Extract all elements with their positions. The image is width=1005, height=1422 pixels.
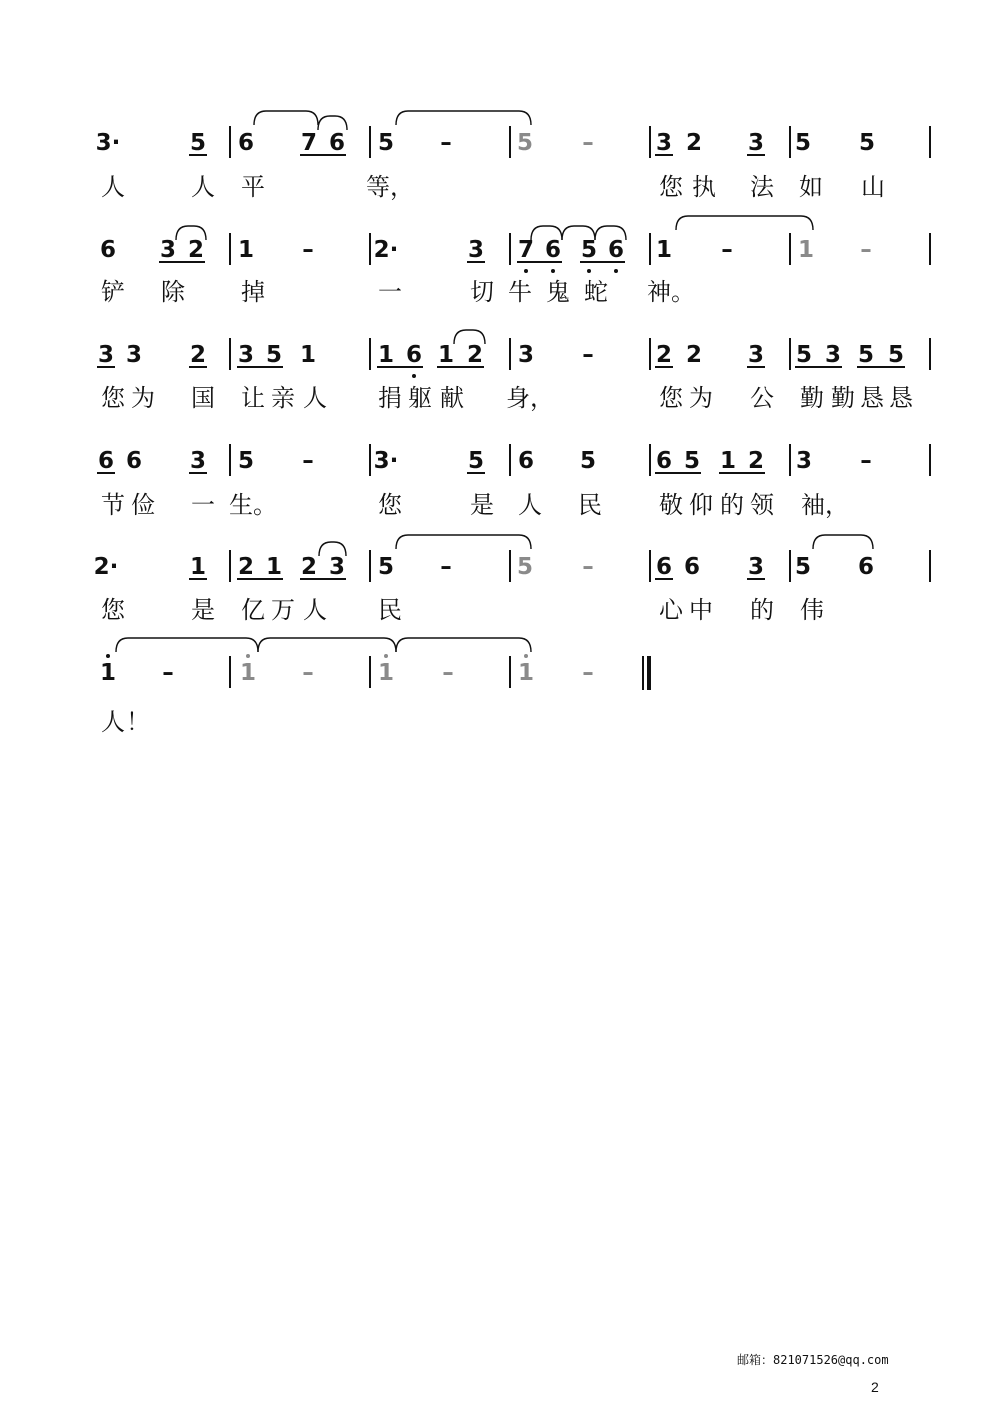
lyric-syllable: 为 — [131, 384, 155, 412]
lyric-syllable: 人 — [518, 491, 542, 519]
note: 1 — [99, 660, 117, 686]
note: – — [442, 660, 454, 686]
slur-tie — [396, 535, 531, 549]
lyric-syllable: 袖， — [801, 491, 849, 519]
note: 3 — [747, 554, 765, 580]
note: 5 — [377, 554, 395, 580]
lyric-syllable: 一 — [378, 278, 402, 306]
note: 1 — [377, 660, 395, 686]
lyric-syllable: 万 — [271, 596, 295, 624]
slur-tie — [258, 638, 396, 652]
note: 6 — [544, 237, 562, 263]
note: – — [721, 237, 733, 263]
lyric-syllable: 民 — [578, 491, 602, 519]
note: 1 — [265, 554, 283, 580]
note: 5 — [516, 130, 534, 156]
note: 5 — [683, 448, 701, 474]
note: 7 — [300, 130, 318, 156]
note: 6 — [655, 448, 673, 474]
note: 7 — [517, 237, 535, 263]
note: 5 — [795, 342, 813, 368]
lyric-syllable: 如 — [799, 173, 823, 201]
lyric-syllable: 敬 — [659, 491, 683, 519]
lyric-syllable: 您 — [101, 596, 125, 624]
note: 2 — [300, 554, 318, 580]
note: – — [582, 554, 594, 580]
note: 5 — [265, 342, 283, 368]
lyric-syllable: 人 — [191, 173, 215, 201]
note: 6 — [607, 237, 625, 263]
note: 6 — [517, 448, 535, 474]
note: 6 — [683, 554, 701, 580]
lyric-syllable: 恳 — [889, 384, 913, 412]
slur-tie — [676, 216, 813, 230]
note: 2 — [187, 237, 205, 263]
note: 6 — [857, 554, 875, 580]
note: 1 — [437, 342, 455, 368]
note: 3 — [824, 342, 842, 368]
note: 6 — [97, 448, 115, 474]
lyric-syllable: 人 — [101, 173, 125, 201]
note: 1 — [719, 448, 737, 474]
lyric-syllable: 除 — [161, 278, 185, 306]
note: 5 — [580, 237, 598, 263]
lyric-syllable: 为 — [689, 384, 713, 412]
note: 3 — [328, 554, 346, 580]
slur-tie — [396, 111, 531, 125]
lyric-syllable: 切 — [470, 278, 494, 306]
note: 6 — [328, 130, 346, 156]
note: – — [302, 660, 314, 686]
lyric-syllable: 的 — [720, 491, 744, 519]
lyric-syllable: 民 — [378, 596, 402, 624]
note: 2· — [373, 237, 399, 263]
note: 2 — [685, 130, 703, 156]
note: 5 — [887, 342, 905, 368]
upper-octave-dot — [384, 654, 388, 658]
note: 3 — [747, 342, 765, 368]
note: 2 — [655, 342, 673, 368]
lyric-syllable: 献 — [440, 384, 464, 412]
note: 5 — [516, 554, 534, 580]
lyric-syllable: 让 — [241, 384, 265, 412]
lyric-syllable: 仰 — [689, 491, 713, 519]
note: 2 — [189, 342, 207, 368]
note: – — [582, 660, 594, 686]
note: 6 — [405, 342, 423, 368]
lyric-syllable: 鬼 — [546, 278, 570, 306]
note: 3 — [517, 342, 535, 368]
note: – — [440, 130, 452, 156]
lyric-syllable: 勤 — [800, 384, 824, 412]
lyric-syllable: 平 — [241, 173, 265, 201]
note: 1 — [517, 660, 535, 686]
note: – — [162, 660, 174, 686]
lyric-syllable: 等， — [366, 173, 414, 201]
note: 6 — [125, 448, 143, 474]
note: 6 — [99, 237, 117, 263]
lyric-syllable: 领 — [750, 491, 774, 519]
lower-octave-dot — [551, 269, 555, 273]
lyric-syllable: 伟 — [800, 596, 824, 624]
slur-tie — [254, 111, 318, 125]
lyric-syllable: 您 — [101, 384, 125, 412]
lyric-syllable: 中 — [689, 596, 713, 624]
lyric-syllable: 法 — [750, 173, 774, 201]
lyric-syllable: ！ — [126, 708, 150, 736]
note: 2 — [685, 342, 703, 368]
note: 5 — [857, 342, 875, 368]
upper-octave-dot — [524, 654, 528, 658]
note: 5 — [377, 130, 395, 156]
lyric-syllable: 亲 — [271, 384, 295, 412]
note: 3 — [125, 342, 143, 368]
note: 5 — [189, 130, 207, 156]
lyric-syllable: 您 — [378, 491, 402, 519]
lyric-syllable: 掉 — [241, 278, 265, 306]
lower-octave-dot — [412, 374, 416, 378]
note: 5 — [794, 554, 812, 580]
note: 1 — [237, 237, 255, 263]
lyric-syllable: 勤 — [831, 384, 855, 412]
note: 6 — [237, 130, 255, 156]
slur-tie — [813, 535, 873, 549]
lyric-syllable: 山 — [861, 173, 885, 201]
note: 5 — [579, 448, 597, 474]
lyric-syllable: 人 — [303, 596, 327, 624]
page-number: 2 — [871, 1379, 879, 1395]
lyric-syllable: 公 — [750, 384, 774, 412]
note: 2 — [237, 554, 255, 580]
note: – — [582, 342, 594, 368]
lyric-syllable: 您 — [659, 384, 683, 412]
slur-tie — [396, 638, 531, 652]
note: 1 — [299, 342, 317, 368]
lyric-syllable: 神。 — [647, 278, 695, 306]
note: 6 — [655, 554, 673, 580]
upper-octave-dot — [246, 654, 250, 658]
lyric-syllable: 俭 — [131, 491, 155, 519]
lyric-syllable: 铲 — [101, 278, 125, 306]
upper-octave-dot — [106, 654, 110, 658]
note: 3 — [655, 130, 673, 156]
lower-octave-dot — [524, 269, 528, 273]
note: 5 — [794, 130, 812, 156]
lyric-syllable: 牛 — [508, 278, 532, 306]
lyric-syllable: 一 — [191, 491, 215, 519]
note: 2 — [466, 342, 484, 368]
lyric-syllable: 亿 — [241, 596, 265, 624]
note: 3· — [373, 448, 399, 474]
lyric-syllable: 节 — [101, 491, 125, 519]
note: – — [302, 448, 314, 474]
note: 3· — [95, 130, 121, 156]
note: 3 — [159, 237, 177, 263]
note: 3 — [467, 237, 485, 263]
note: 2 — [747, 448, 765, 474]
lyric-syllable: 恳 — [860, 384, 884, 412]
lyric-syllable: 人 — [101, 708, 125, 736]
note: 5 — [858, 130, 876, 156]
lower-octave-dot — [587, 269, 591, 273]
lower-octave-dot — [614, 269, 618, 273]
note: – — [440, 554, 452, 580]
slur-tie — [318, 116, 347, 130]
note: – — [860, 448, 872, 474]
note: 3 — [747, 130, 765, 156]
lyric-syllable: 躯 — [408, 384, 432, 412]
lyric-syllable: 是 — [470, 491, 494, 519]
lyrics-layer — [101, 173, 914, 736]
note: 3 — [237, 342, 255, 368]
lyric-syllable: 执 — [692, 173, 716, 201]
note: – — [582, 130, 594, 156]
note: – — [860, 237, 872, 263]
note: 3 — [97, 342, 115, 368]
note: 1 — [377, 342, 395, 368]
note: – — [302, 237, 314, 263]
lyric-syllable: 人 — [303, 384, 327, 412]
lyric-syllable: 是 — [191, 596, 215, 624]
lyric-syllable: 国 — [191, 384, 215, 412]
note: 1 — [797, 237, 815, 263]
note: 5 — [237, 448, 255, 474]
note: 3 — [795, 448, 813, 474]
note: 1 — [239, 660, 257, 686]
note: 1 — [655, 237, 673, 263]
lyric-syllable: 您 — [659, 173, 683, 201]
notes-layer — [94, 130, 904, 686]
lyric-syllable: 身， — [506, 384, 554, 412]
note: 3 — [189, 448, 207, 474]
note: 2· — [93, 554, 119, 580]
lyric-syllable: 生。 — [229, 491, 277, 519]
footer-email: 邮箱：821071526@qq.com — [737, 1353, 889, 1367]
lyric-syllable: 的 — [750, 596, 774, 624]
slur-tie — [116, 638, 258, 652]
note: 1 — [189, 554, 207, 580]
lyric-syllable: 蛇 — [584, 278, 608, 306]
lyric-syllable: 心 — [659, 596, 683, 624]
note: 5 — [467, 448, 485, 474]
lyric-syllable: 捐 — [378, 384, 402, 412]
